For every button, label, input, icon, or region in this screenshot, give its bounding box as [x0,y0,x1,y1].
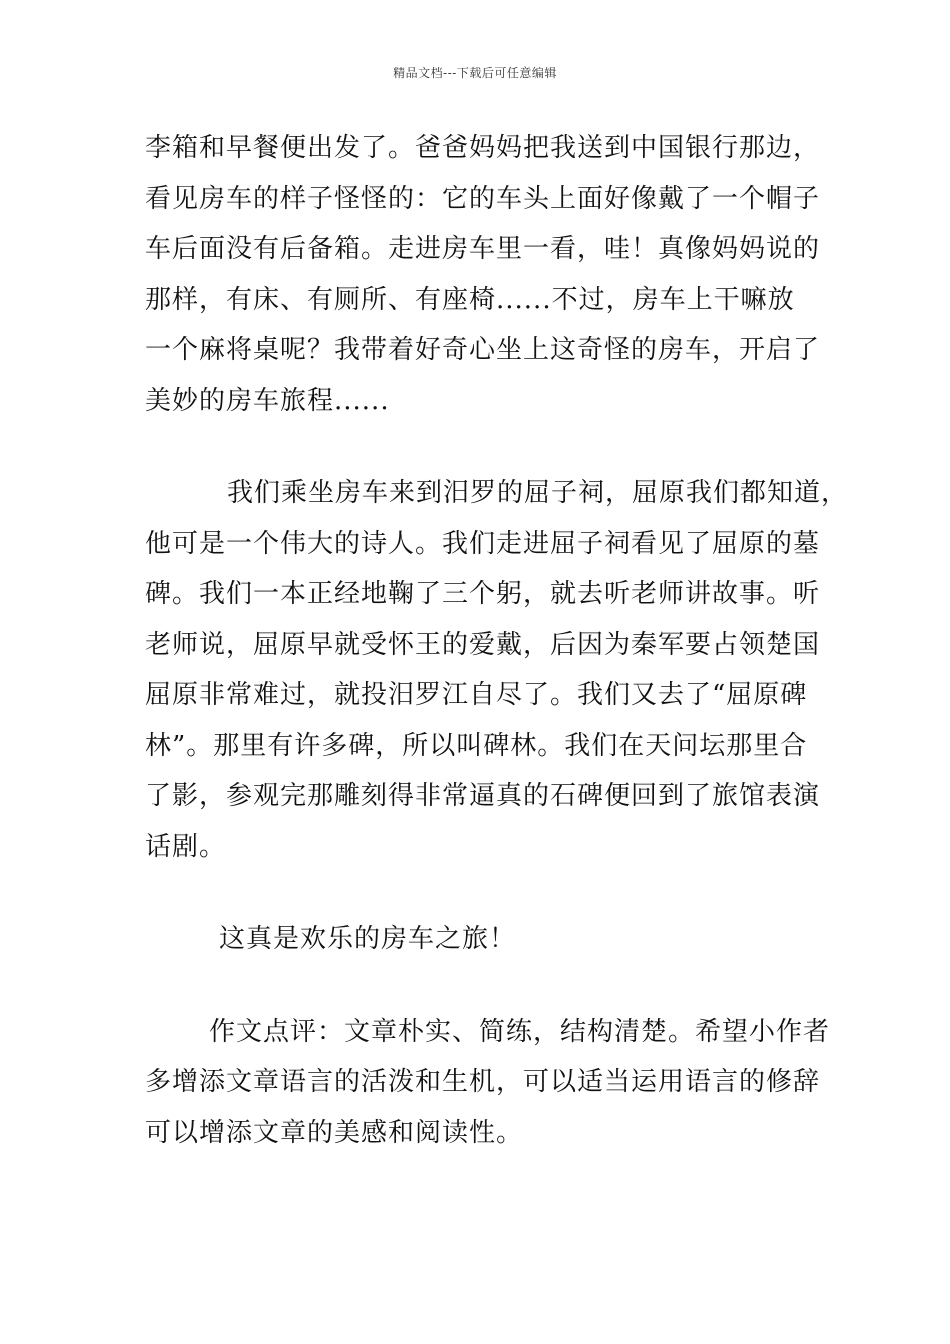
paragraph-2 [145,468,849,872]
text-line: 老师说，屈原早就受怀王的爱戴，后因为秦军要占领楚国 [145,629,821,660]
page-header: 精品文档---下载后可任意编辑 [393,66,557,80]
paragraph-3 [145,914,825,965]
text-line: 了影，参观完那雕刻得非常逼真的石碑便回到了旅馆表演 [145,781,821,811]
text-line: 林”。那里有许多碑，所以叫碑林。我们在天问坛那里合 [145,730,808,761]
text-line: 那样，有床、有厕所、有座椅......不过，房车上干嘛放 [145,284,795,315]
document-body [145,123,849,1158]
text-line: 李箱和早餐便出发了。爸爸妈妈把我送到中国银行那边， [145,133,821,163]
text-line: 碑。我们一本正经地鞠了三个躬，就去听老师讲故事。听 [145,579,821,609]
text-line: 可以增添文章的美感和阅读性。 [145,1117,524,1148]
paragraph-gap [145,872,825,914]
text-line: 多增添文章语言的活泼和生机，可以适当运用语言的修辞 [145,1067,821,1097]
text-line: 这真是欢乐的房车之旅！ [219,924,517,954]
paragraph-4-comment [145,1007,831,1159]
text-line: 美妙的房车旅程...... [145,385,390,416]
paragraph-gap [145,965,825,1007]
text-line: 一个麻将桌呢？我带着好奇心坐上这奇怪的房车，开启了 [145,335,821,365]
paragraph-gap [145,426,825,468]
text-line: 作文点评：文章朴实、简练，结构清楚。希望小作者 [209,1016,831,1047]
text-line: 我们乘坐房车来到汨罗的屈子祠，屈原我们都知道， [227,478,849,508]
text-line: 话剧。 [145,831,227,862]
text-line: 看见房车的样子怪怪的：它的车头上面好像戴了一个帽子 [145,183,821,214]
text-line: 车后面没有后备箱。走进房车里一看，哇！真像妈妈说的 [145,234,821,264]
paragraph-1 [145,123,825,426]
text-line: 屈原非常难过，就投汨罗江自尽了。我们又去了“屈原碑 [145,680,808,710]
text-line: 他可是一个伟大的诗人。我们走进屈子祠看见了屈原的墓 [145,528,821,559]
